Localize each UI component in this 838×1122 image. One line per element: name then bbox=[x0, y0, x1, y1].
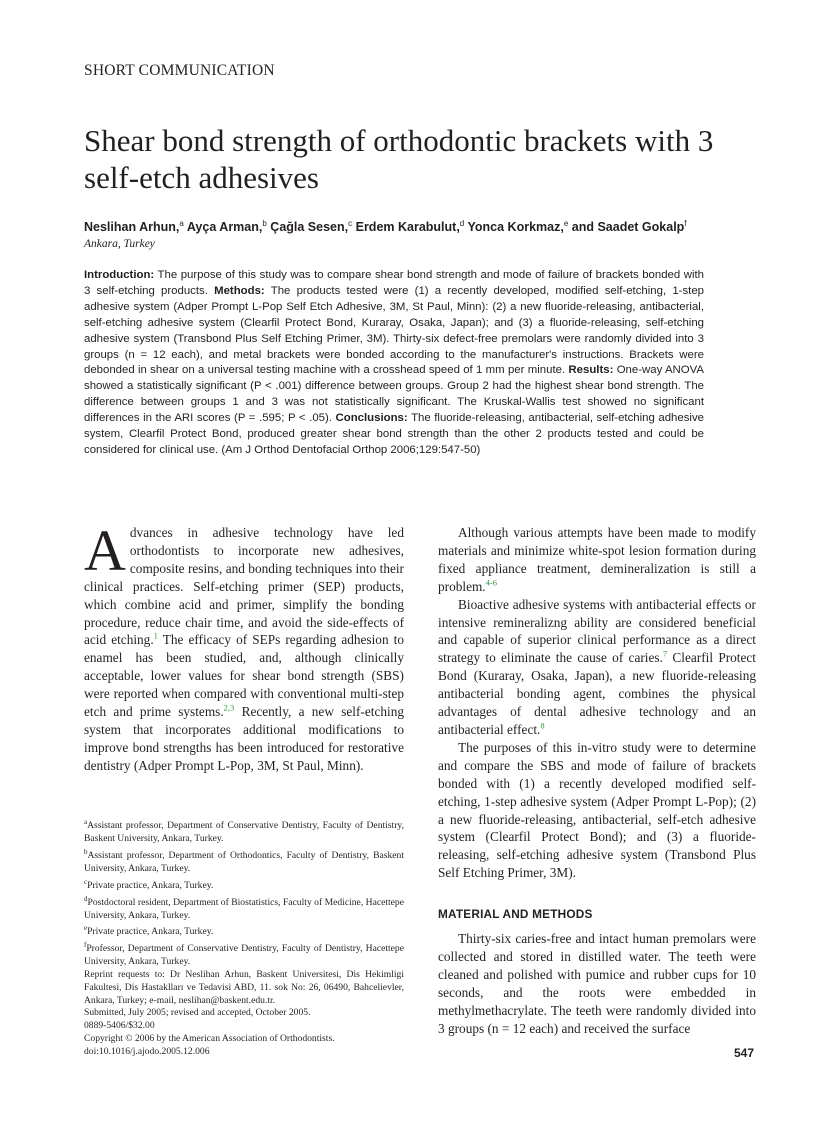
body-paragraph: The purposes of this in-vitro study were to determine and compare the SBS and mode of failure of brackets bonded with (1) a recently developed modified self-etching, 1-step adhesive system (Adper Prompt L-Pop); (2) a new fluoride-releasing, antibacterial, self-etch adhesive system (Clearfil Protect Bond); and (3) a fluoride-releasing, self-etching adhesive system (Transbond Plus Self Etching Primer, 3M). bbox=[438, 739, 756, 881]
abstract-intro-text: The purpose of this study was to compare shear bond strength and mode of failure of brackets bonded with 3 self-etching products. bbox=[84, 269, 704, 297]
footnote-mark: c bbox=[84, 877, 88, 886]
author-affiliation-mark: e bbox=[563, 219, 569, 228]
intro-text: The efficacy of SEPs regarding adhesion to enamel has been studied, and, although clinically acceptable, lower values for shear bond strength (SBS) were reported when compared with conventional multi-step etch and prime systems. bbox=[84, 632, 404, 720]
reference-link[interactable]: 4-6 bbox=[485, 577, 497, 588]
author-name: and Saadet Gokalp bbox=[571, 220, 685, 235]
author-affiliation-mark: b bbox=[262, 219, 267, 228]
footnote-text: Assistant professor, Department of Conservative Dentistry, Faculty of Dentistry, Baskent University, Ankara, Turkey. bbox=[84, 820, 404, 844]
right-column bbox=[438, 524, 756, 882]
footnote-text: Private practice, Ankara, Turkey. bbox=[87, 879, 214, 891]
intro-text: dvances in adhesive technology have led orthodontists to incorporate new adhesives, composite resins, and bonding techniques into their clinical practices. Self-etching primer (SEP) products, which combine acid and primer, simplify the bonding procedure, reduce chair time, and avoid the side-effects of acid etching. bbox=[84, 525, 404, 648]
reference-link[interactable]: 2,3 bbox=[223, 702, 235, 713]
footnote-text: Postdoctoral resident, Department of Biostatistics, Faculty of Medicine, Hacettepe University, Ankara, Turkey. bbox=[84, 896, 404, 921]
body-paragraph bbox=[438, 524, 756, 596]
body-paragraph: Thirty-six caries-free and intact human premolars were collected and stored in distilled water. The teeth were cleaned and polished with pumice and rubber cups for 10 seconds, and the roots were embedded in methylmethacrylate. The teeth were randomly divided into 3 groups (n = 12 each) and received the surface bbox=[438, 931, 756, 1036]
abstract-conclusions-label: Conclusions: bbox=[335, 412, 408, 425]
abstract-methods-label: Methods: bbox=[214, 284, 265, 297]
abstract-methods-text: The products tested were (1) a recently developed, modified self-etching, 1-step adhesive system (Adper Prompt L-Pop Self Etch Adhesive, 3M, St Paul, Minn): (2) a new fluoride-releasing, antibacterial, self-etching adhesive system (Clearfil Protect Bond, Kuraray, Osaka, Japan); and (3) a fluoride-releasing, self-etching adhesive system (Transbond Plus Self Etching Primer, 3M). Thirty-six defect-free premolars were randomly divided into 3 groups (n = 12 each), and metal brackets were bonded according to the manufacturer's instructions. Brackets were debonded in shear on a universal testing machine with a crosshead speed of 1 mm per minute. bbox=[84, 284, 704, 377]
author-name: Neslihan Arhun, bbox=[84, 220, 180, 235]
reference-link[interactable]: 8 bbox=[540, 720, 545, 731]
footnote bbox=[84, 922, 404, 939]
body-paragraph bbox=[438, 596, 756, 739]
abstract-intro-label: Introduction: bbox=[84, 269, 155, 281]
author-affiliation-mark: d bbox=[459, 219, 465, 228]
paragraph-text: Bioactive adhesive systems with antibacterial effects or intensive remineralizng ability are considered beneficial and capable of superior clinical performance as a direct strategy to eliminate the cause of caries. bbox=[438, 596, 756, 666]
abstract-conclusions-text: The fluoride-releasing, antibacterial, self-etching adhesive system, Clearfil Protect Bond, produced greater shear bond strength than the other 2 products tested and could be considered for clinical use. (Am J Orthod Dentofacial Orthop 2006;129:547-50) bbox=[84, 412, 704, 456]
footnote-mark: d bbox=[84, 894, 88, 903]
reference-link[interactable]: 1 bbox=[153, 631, 158, 642]
intro-text: Recently, a new self-etching system that incorporates additional modifications to improve bond strengths has been introduced for restorative dentistry (Adper Prompt L-Pop, 3M, St Paul, Minn). bbox=[84, 704, 404, 773]
reference-link[interactable]: 7 bbox=[662, 648, 668, 659]
paragraph-text: Clearfil Protect Bond (Kuraray, Osaka, Japan), a new fluoride-releasing antibacterial bonding agent, combines the physical advantages of dental adhesive technology and an antibacterial effect. bbox=[438, 650, 756, 737]
abstract-results-label: Results: bbox=[568, 364, 614, 377]
author-name: Ayça Arman, bbox=[186, 220, 263, 235]
abstract-results-text: One-way ANOVA showed a statistically significant (P < .001) difference between groups. Group 2 had the highest shear bond strength. The difference between groups 1 and 3 was not statistically significant. The Kruskal-Wallis test showed no significant differences in the ARI scores (P = .595; P < .05). bbox=[84, 364, 704, 425]
author-location: Ankara, Turkey bbox=[84, 238, 155, 250]
reprint-requests: Reprint requests to: Dr Neslihan Arhun, Baskent Universitesi, Dis Hekimligi Fakultesi, Dis Hastaklları ve Tedavisi ABD, 11. sok No: 26, 06490, Bahcelievler, Ankara, Turkey; e-mail, neslihan@baskent.edu.tr. bbox=[84, 969, 404, 1006]
footnote bbox=[84, 893, 404, 923]
author-name: Çağla Sesen, bbox=[270, 220, 349, 235]
footnote-mark: b bbox=[84, 847, 88, 856]
doi: doi:10.1016/j.ajodo.2005.12.006 bbox=[84, 1045, 210, 1057]
footnote-mark: a bbox=[84, 818, 88, 826]
abstract bbox=[84, 268, 704, 459]
footnote bbox=[84, 876, 404, 893]
page-number: 547 bbox=[733, 1046, 754, 1060]
author-affiliation-mark: c bbox=[348, 219, 353, 228]
footnote bbox=[84, 816, 404, 846]
section-label: SHORT COMMUNICATION bbox=[84, 62, 275, 79]
footnote-mark: f bbox=[84, 941, 87, 950]
author-affiliation-mark: a bbox=[179, 219, 184, 228]
footnote-mark: e bbox=[84, 924, 88, 933]
section-heading: MATERIAL AND METHODS bbox=[438, 907, 593, 921]
submission-dates: Submitted, July 2005; revised and accepted, October 2005. bbox=[84, 1007, 311, 1019]
footnote-text: Assistant professor, Department of Orthodontics, Faculty of Dentistry, Baskent University, Ankara, Turkey. bbox=[84, 849, 404, 874]
left-column bbox=[84, 518, 404, 775]
author-list bbox=[84, 219, 764, 234]
paragraph-text: Although various attempts have been made to modify materials and minimize white-spot lesion formation during fixed appliance treatment, demineralization is still a problem. bbox=[438, 525, 756, 594]
article-title: Shear bond strength of orthodontic brackets with 3 self-etch adhesives bbox=[84, 123, 714, 195]
footnote-text: Professor, Department of Conservative Dentistry, Faculty of Dentistry, Hacettepe University, Ankara, Turkey. bbox=[84, 943, 404, 968]
author-affiliation-mark: f bbox=[684, 219, 687, 228]
copyright: Copyright © 2006 by the American Association of Orthodontists. bbox=[84, 1033, 335, 1045]
methods-column bbox=[438, 930, 756, 1037]
footnote-text: Private practice, Ankara, Turkey. bbox=[87, 926, 214, 938]
footnote bbox=[84, 846, 404, 876]
intro-paragraph bbox=[84, 518, 404, 775]
footnote bbox=[84, 939, 404, 969]
author-name: Yonca Korkmaz, bbox=[467, 220, 564, 235]
issn: 0889-5406/$32.00 bbox=[84, 1020, 155, 1032]
drop-cap: A bbox=[84, 518, 126, 583]
footnotes bbox=[84, 816, 404, 1059]
author-name: Erdem Karabulut, bbox=[355, 220, 460, 235]
